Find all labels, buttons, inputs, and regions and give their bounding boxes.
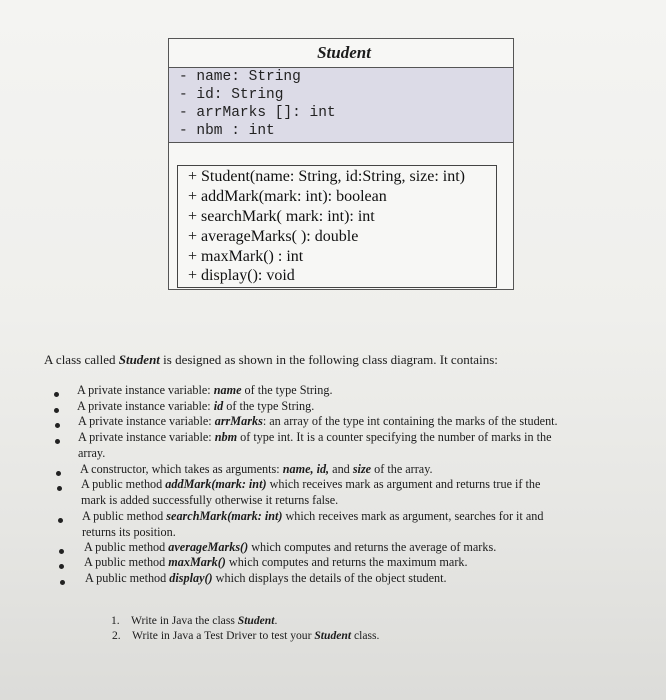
- list-item-continuation: mark is added successfully otherwise it returns false.: [81, 493, 339, 507]
- attribute-id: - id: String: [179, 87, 284, 103]
- attribute-nbm: - nbm : int: [179, 123, 275, 139]
- intro-after: is designed as shown in the following class diagram. It contains:: [159, 352, 498, 367]
- method-display: + display(): void: [188, 267, 295, 284]
- list-item: A public method display() which displays the details of the object student.: [85, 571, 447, 585]
- intro-before: A class called: [44, 352, 119, 367]
- list-item: A private instance variable: arrMarks: an array of the type int containing the marks of the student.: [78, 414, 558, 428]
- list-item: A public method searchMark(mark: int) which receives mark as argument, searches for it and: [82, 509, 544, 523]
- methods-section: [177, 165, 497, 288]
- list-item: A private instance variable: nbm of type int. It is a counter specifying the number of marks in the: [78, 430, 552, 444]
- bullet-icon: [58, 518, 63, 523]
- task-number: 2.: [112, 629, 121, 642]
- intro-class-name: Student: [118, 352, 160, 367]
- bullet-icon: [55, 439, 60, 444]
- bullet-icon: [57, 486, 62, 491]
- bullet-icon: [54, 392, 59, 397]
- method-maxmark: + maxMark() : int: [188, 248, 304, 265]
- list-item: A public method averageMarks() which computes and returns the average of marks.: [84, 540, 497, 554]
- list-item: A private instance variable: name of the type String.: [77, 383, 333, 397]
- task-item: Write in Java a Test Driver to test your Student class.: [132, 629, 380, 642]
- list-item: A public method addMark(mark: int) which receives mark as argument and returns true if the: [81, 477, 541, 491]
- list-item: A public method maxMark() which computes and returns the maximum mark.: [84, 555, 468, 569]
- bullet-icon: [56, 471, 61, 476]
- task-item: Write in Java the class Student.: [131, 614, 278, 627]
- uml-class-diagram: [168, 38, 514, 290]
- method-searchmark: + searchMark( mark: int): int: [188, 208, 375, 225]
- list-item-continuation: returns its position.: [82, 525, 176, 539]
- intro-text: [44, 352, 498, 368]
- list-item: A private instance variable: id of the type String.: [77, 399, 315, 413]
- method-addmark: + addMark(mark: int): boolean: [188, 188, 387, 205]
- attribute-name: - name: String: [179, 69, 301, 85]
- list-item-continuation: array.: [78, 446, 106, 460]
- bullet-icon: [60, 580, 65, 585]
- attributes-section: [169, 68, 513, 143]
- bullet-icon: [59, 564, 64, 569]
- bullet-icon: [55, 423, 60, 428]
- method-constructor: + Student(name: String, id:String, size: int): [188, 168, 465, 185]
- class-name: Student: [169, 39, 513, 68]
- method-averagemarks: + averageMarks( ): double: [188, 228, 359, 245]
- bullet-icon: [54, 408, 59, 413]
- task-number: 1.: [111, 614, 120, 627]
- list-item: A constructor, which takes as arguments: name, id, and size of the array.: [80, 462, 433, 476]
- bullet-icon: [59, 549, 64, 554]
- attribute-arrmarks: - arrMarks []: int: [179, 105, 336, 121]
